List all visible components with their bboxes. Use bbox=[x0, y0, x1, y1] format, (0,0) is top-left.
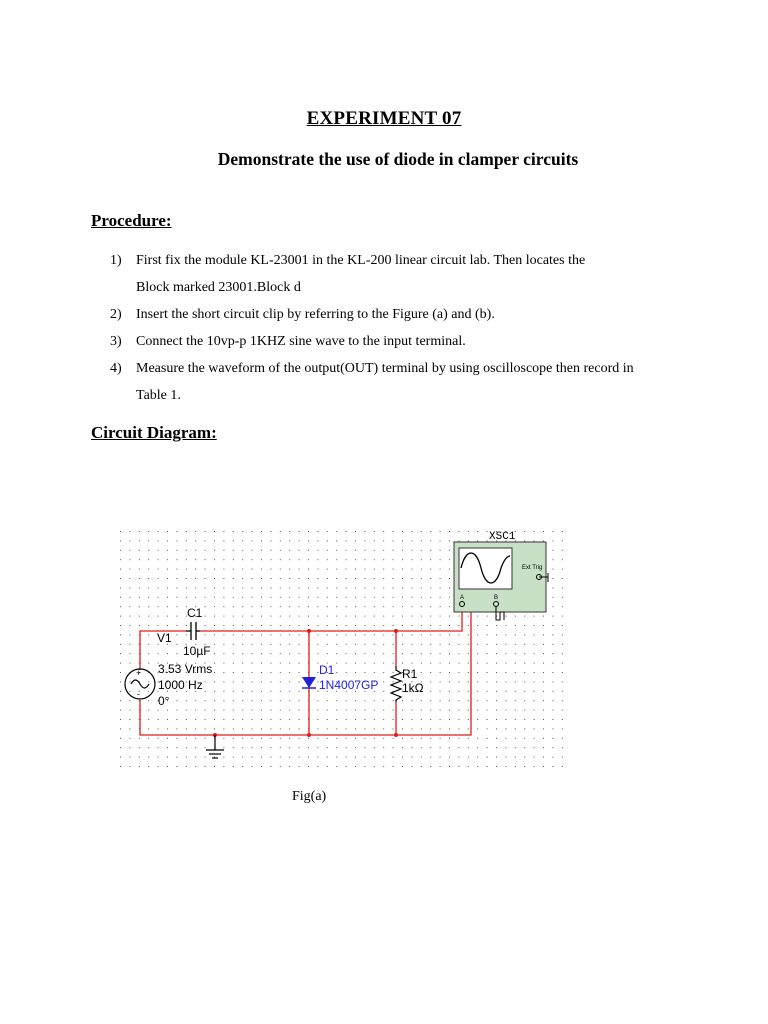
source-frequency-label: 1000 Hz bbox=[158, 678, 203, 692]
junction bbox=[394, 733, 398, 737]
source-plus-label: + bbox=[136, 668, 142, 678]
resistor-value-label: 1kΩ bbox=[402, 681, 424, 695]
step-line: Measure the waveform of the output(OUT) terminal by using oscilloscope then record in bbox=[136, 361, 634, 376]
oscilloscope-ref-label: XSC1 bbox=[489, 531, 516, 543]
step-number: 4) bbox=[110, 361, 122, 376]
figure-caption: Fig(a) bbox=[292, 789, 327, 804]
step-line: Insert the short circuit clip by referring to the Figure (a) and (b). bbox=[136, 307, 495, 322]
source-ref-label: V1 bbox=[157, 631, 172, 645]
source-amplitude-label: 3.53 Vrms bbox=[158, 662, 213, 676]
step-number: 2) bbox=[110, 307, 122, 322]
circuit-diagram-heading: Circuit Diagram: bbox=[91, 423, 217, 442]
step-line: Connect the 10vp-p 1KHZ sine wave to the input terminal. bbox=[136, 334, 466, 349]
step-line: First fix the module KL-23001 in the KL-200 linear circuit lab. Then locates the bbox=[136, 253, 586, 268]
diode-ref-label: D1 bbox=[319, 663, 335, 677]
procedure-heading: Procedure: bbox=[91, 211, 172, 230]
channel-b-label: B bbox=[494, 595, 499, 601]
diode-part-label: 1N4007GP bbox=[319, 678, 379, 692]
ext-trig-label: Ext Trig bbox=[522, 565, 543, 571]
experiment-subtitle: Demonstrate the use of diode in clamper circuits bbox=[217, 149, 579, 169]
junction bbox=[307, 733, 311, 737]
step-line: Block marked 23001.Block d bbox=[136, 280, 301, 295]
oscilloscope-symbol bbox=[454, 542, 548, 620]
capacitor-ref-label: C1 bbox=[187, 606, 203, 620]
resistor-ref-label: R1 bbox=[402, 667, 418, 681]
junction bbox=[307, 629, 311, 633]
junction bbox=[394, 629, 398, 633]
channel-a-label: A bbox=[460, 595, 465, 601]
source-phase-label: 0° bbox=[158, 694, 170, 708]
step-number: 3) bbox=[110, 334, 122, 349]
source-minus-label: - bbox=[137, 689, 140, 699]
step-number: 1) bbox=[110, 253, 122, 268]
capacitor-value-label: 10µF bbox=[183, 644, 211, 658]
step-line: Table 1. bbox=[136, 388, 181, 403]
experiment-title: EXPERIMENT 07 bbox=[306, 108, 462, 129]
